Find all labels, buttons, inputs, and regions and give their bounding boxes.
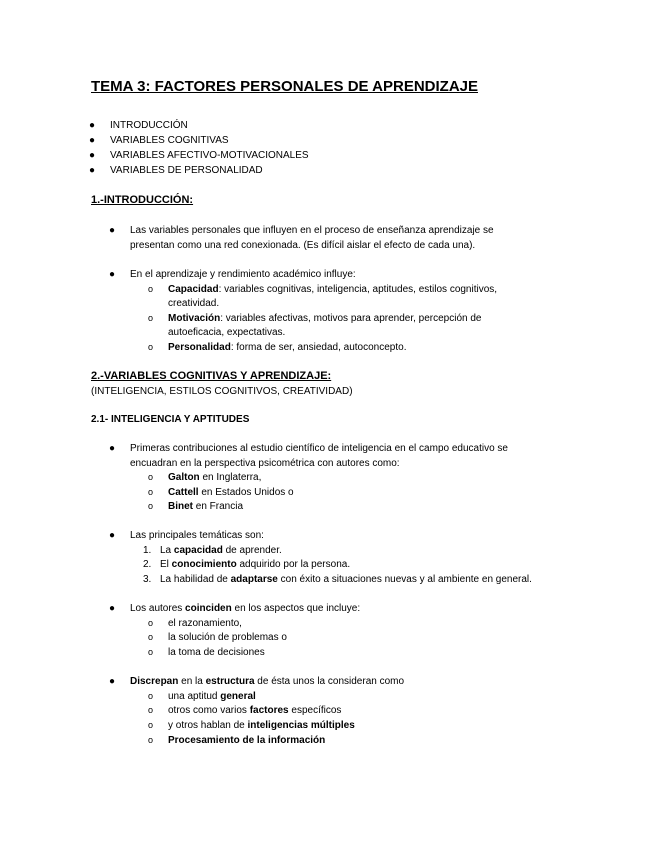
circle-bullet-icon: o: [148, 632, 154, 642]
list-item: una aptitud general: [168, 691, 256, 702]
bullet-icon: ●: [89, 150, 96, 161]
circle-bullet-icon: o: [148, 647, 154, 657]
bullet-icon: ●: [109, 603, 116, 614]
section-subtitle: (INTELIGENCIA, ESTILOS COGNITIVOS, CREATIVIDAD): [91, 386, 353, 397]
circle-bullet-icon: o: [148, 691, 154, 701]
circle-bullet-icon: o: [148, 735, 154, 745]
paragraph-line: Las principales temáticas son:: [130, 530, 264, 541]
circle-bullet-icon: o: [148, 618, 154, 628]
paragraph-line: Primeras contribuciones al estudio científico de inteligencia en el campo educativo se: [130, 443, 508, 454]
bullet-icon: ●: [109, 443, 116, 454]
bullet-icon: ●: [89, 165, 96, 176]
bullet-icon: ●: [109, 269, 116, 280]
section-heading: 1.-INTRODUCCIÓN:: [91, 194, 194, 206]
paragraph-line: presentan como una red conexionada. (Es difícil aislar el efecto de cada una).: [130, 240, 476, 251]
paragraph-line: Los autores coinciden en los aspectos que incluye:: [130, 603, 361, 614]
circle-bullet-icon: o: [148, 342, 154, 352]
list-item: el razonamiento,: [168, 618, 242, 629]
list-item: Capacidad: variables cognitivas, inteligencia, aptitudes, estilos cognitivos,: [168, 284, 498, 295]
list-item: la toma de decisiones: [168, 647, 265, 658]
toc-item: VARIABLES AFECTIVO-MOTIVACIONALES: [110, 150, 309, 161]
circle-bullet-icon: o: [148, 720, 154, 730]
circle-bullet-icon: o: [148, 501, 154, 511]
circle-bullet-icon: o: [148, 472, 154, 482]
list-item: Binet en Francia: [168, 501, 244, 512]
list-number: 2.: [143, 559, 152, 570]
list-item-continued: creatividad.: [168, 298, 220, 309]
toc-item: VARIABLES DE PERSONALIDAD: [110, 165, 263, 176]
circle-bullet-icon: o: [148, 284, 154, 294]
list-item: Personalidad: forma de ser, ansiedad, autoconcepto.: [168, 342, 407, 353]
paragraph-line: En el aprendizaje y rendimiento académico influye:: [130, 269, 356, 280]
circle-bullet-icon: o: [148, 487, 154, 497]
list-item: Procesamiento de la información: [168, 735, 326, 746]
list-number: 3.: [143, 574, 152, 585]
subsection-heading: 2.1- INTELIGENCIA Y APTITUDES: [91, 414, 250, 425]
list-number: 1.: [143, 545, 152, 556]
bullet-icon: ●: [109, 225, 116, 236]
paragraph-line: encuadran en la perspectiva psicométrica con autores como:: [130, 458, 400, 469]
paragraph-line: Discrepan en la estructura de ésta unos la consideran como: [130, 676, 405, 687]
list-item: Galton en Inglaterra,: [168, 472, 262, 483]
list-item: Cattell en Estados Unidos o: [168, 487, 294, 498]
list-item-continued: autoeficacia, expectativas.: [168, 327, 286, 338]
paragraph-line: Las variables personales que influyen en el proceso de enseñanza aprendizaje se: [130, 225, 494, 236]
list-item: Motivación: variables afectivas, motivos para aprender, percepción de: [168, 313, 482, 324]
list-item: La capacidad de aprender.: [160, 545, 282, 556]
bullet-icon: ●: [109, 676, 116, 687]
toc-item: INTRODUCCIÓN: [110, 120, 188, 131]
list-item: El conocimiento adquirido por la persona.: [160, 559, 351, 570]
page-title: TEMA 3: FACTORES PERSONALES DE APRENDIZAJE: [91, 78, 478, 95]
list-item: otros como varios factores específicos: [168, 705, 342, 716]
bullet-icon: ●: [89, 120, 96, 131]
list-item: la solución de problemas o: [168, 632, 287, 643]
section-heading: 2.-VARIABLES COGNITIVAS Y APRENDIZAJE:: [91, 370, 332, 382]
list-item: y otros hablan de inteligencias múltiples: [168, 720, 355, 731]
bullet-icon: ●: [89, 135, 96, 146]
toc-item: VARIABLES COGNITIVAS: [110, 135, 229, 146]
bullet-icon: ●: [109, 530, 116, 541]
circle-bullet-icon: o: [148, 705, 154, 715]
circle-bullet-icon: o: [148, 313, 154, 323]
list-item: La habilidad de adaptarse con éxito a situaciones nuevas y al ambiente en general.: [160, 574, 532, 585]
